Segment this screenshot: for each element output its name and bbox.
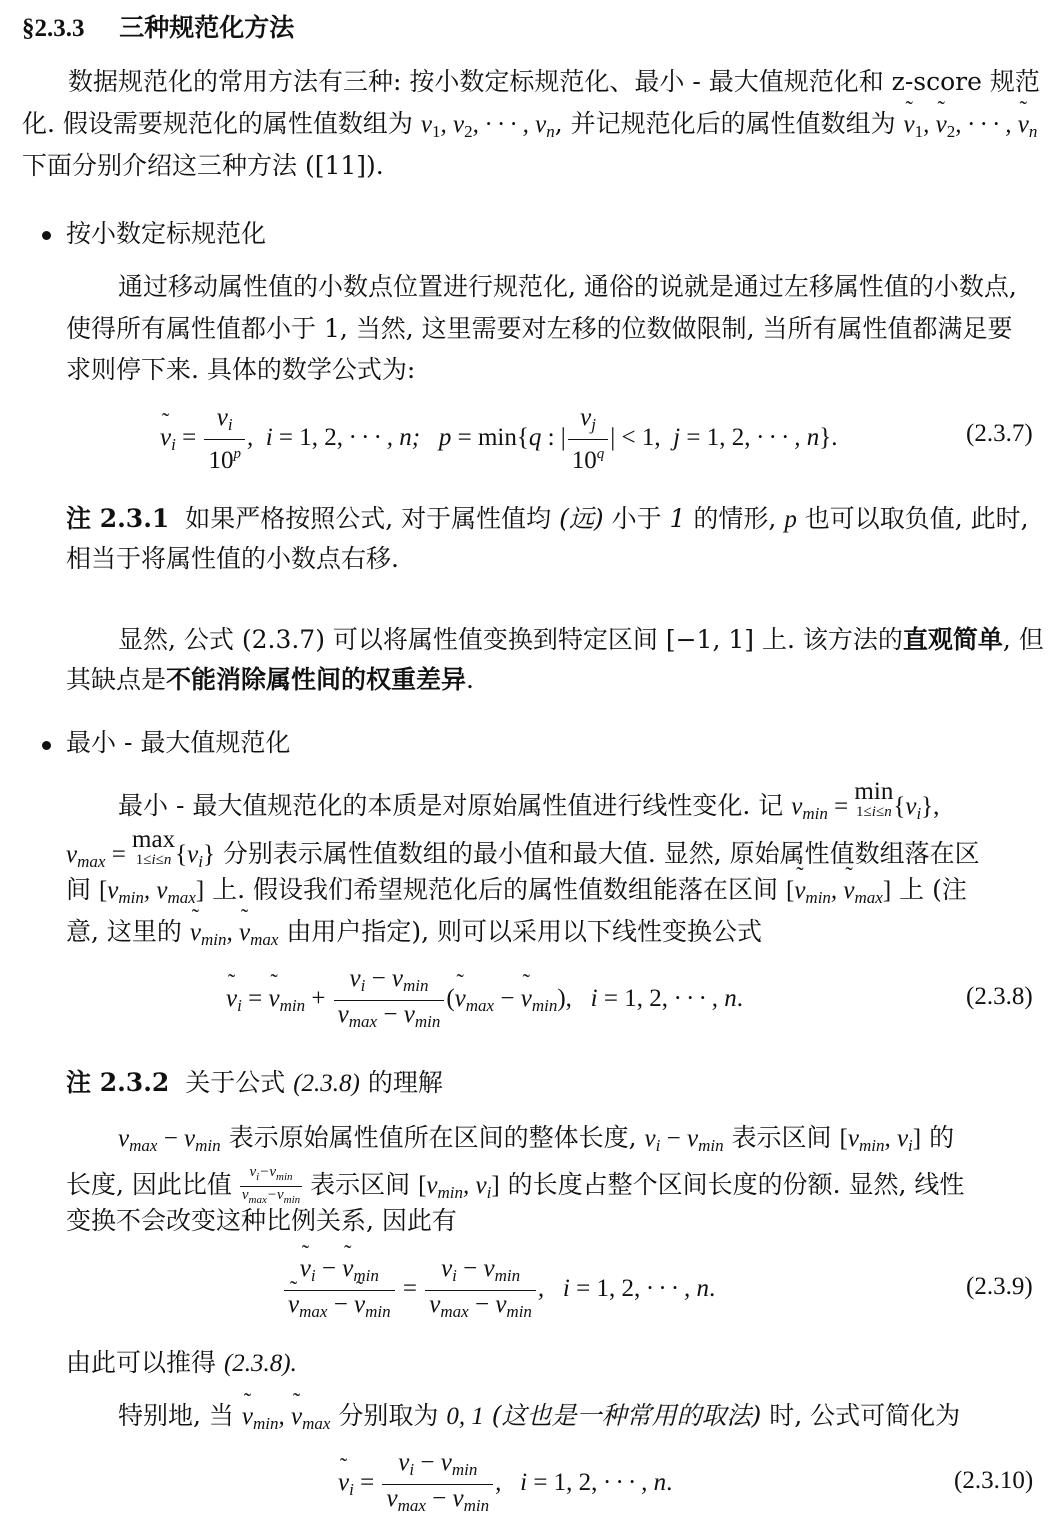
note-label: 注 2.3.2 (66, 1068, 170, 1097)
note-2-3-1-line-1 (66, 503, 1029, 536)
formula-interval-v: [$v_{min}$, $v_{max}$] (98, 877, 205, 907)
formula-vmin-def: $v_{min}$ = min 1≤i≤n $\{v_i\}$, (791, 778, 940, 823)
note2-text-g: 由此可以推得 (66, 1348, 217, 1377)
note2-text-a: 表示原始属性值所在区间的整体长度, (228, 1123, 637, 1152)
note-2-3-1-line-2: 相当于将属性值的小数点右移. (66, 544, 399, 573)
note1-text-e: 的情形, (693, 504, 777, 533)
intro-line-3: 下面分别介绍这三种方法 ([11]). (22, 151, 384, 180)
note-2-3-2-special (118, 1400, 960, 1440)
equation-2-3-7: ˜ $v_i$ = $\frac{v_i}{10^p}$ , i = 1, 2, · · · , n; p = min{q : | $\frac{v_j}{10^q}$ | < 1, j = 1, 2, · · · , n}. (160, 404, 837, 475)
note2-text-j: 分别取为 (338, 1401, 439, 1430)
section-title: 三种规范化方法 (119, 13, 295, 42)
note1-text-a: 如果严格按照公式, 对于属性值均 (185, 504, 552, 533)
formula-vtilde-array: ˜ $v_1$, ˜ $v_2$, · · · , ˜ $v_n$ (904, 111, 1038, 138)
remark-text-c: 其缺点是 (66, 665, 167, 694)
note1-text-b: (远) (559, 504, 604, 533)
note1-text-d: 1 (669, 504, 686, 533)
remark-line-1 (118, 624, 1044, 656)
equation-number-2-3-8: (2.3.8) (966, 983, 1033, 1010)
equation-2-3-10: ˜ $v_i$ = $\frac{v_i - v_{min}}{v_{max} - v_{min}}$ , i = 1, 2, · · · , n. (338, 1449, 672, 1520)
formula-vtilde-minmax: ˜ $v_{min}$, ˜ $v_{max}$ (242, 1403, 331, 1430)
formula-vtilde-minmax: ˜ $v_{min}$, ˜ $v_{max}$ (190, 919, 279, 946)
formula-vmax-minus-vmin: $v_{max} - v_{min}$ (118, 1125, 221, 1155)
equation-number-2-3-10: (2.3.10) (954, 1467, 1034, 1494)
equation-number-2-3-7: (2.3.7) (966, 420, 1033, 447)
remark-text-b: , 但 (1002, 625, 1044, 654)
formula-interval-vmin-vi: [$v_{min}$, $v_i$] (839, 1125, 922, 1155)
note1-text-c: 小于 (611, 504, 662, 533)
bullet2-para-line-4 (66, 916, 762, 956)
note2-text-h: (2.3.8). (223, 1350, 297, 1377)
note2-text-d: 长度, 因此比值 (66, 1170, 232, 1199)
intro-line-2 (22, 108, 1037, 148)
remark-line-2 (66, 664, 474, 696)
note2-text-i: 特别地, 当 (118, 1401, 234, 1430)
bullet2-text-b: 分别表示属性值数组的最小值和最大值. 显然, 原始属性值数组落在区 (222, 839, 980, 868)
bullet1-para-line-1: 通过移动属性值的小数点位置进行规范化, 通俗的说就是通过左移属性值的小数点, (118, 272, 1017, 301)
bullet1-para-line-2: 使得所有属性值都小于 1, 当然, 这里需要对左移的位数做限制, 当所有属性值都满足要 (66, 314, 1013, 343)
note2-title-c: 的理解 (367, 1068, 443, 1097)
note2-text-f: 的长度占整个区间长度的份额. 显然, 线性 (507, 1170, 965, 1199)
note2-title-b: (2.3.8) (293, 1070, 360, 1097)
section-heading (22, 12, 294, 45)
note2-text-l: (这也是一种常用的取法) (491, 1401, 762, 1430)
note-2-3-2-derive (66, 1347, 297, 1380)
intro-text-b: , 并记规范化后的属性值数组为 (554, 109, 896, 138)
section-number: §2.3.3 (22, 15, 85, 42)
formula-ratio-small: $v_i-v_{min}$ $v_{max}-v_{min}$ (241, 1164, 301, 1206)
note-2-3-2-title (66, 1067, 443, 1100)
intro-line-1: 数据规范化的常用方法有三种: 按小数定标规范化、最小 - 最大值规范化和 z-score 规范 (68, 67, 1040, 96)
note2-text-c: 的 (929, 1123, 955, 1152)
bullet2-text-d: 上. 假设我们希望规范化后的属性值数组能落在区间 (212, 875, 779, 904)
note2-text-k: 0, 1 (446, 1403, 484, 1430)
equation-2-3-8: ˜ $v_i$ = ˜ $v_{min}$ + $\frac{v_i - v_{min}}{v_{max} - v_{min}}$ (˜ $v_{max}$ − ˜ $v_{min}$), i = 1, 2, · · · , n. (226, 965, 743, 1036)
bullet1-title: 按小数定标规范化 (66, 219, 267, 248)
note2-text-e: 表示区间 (310, 1170, 411, 1199)
bullet2-text-g: 由用户指定), 则可以采用以下线性变换公式 (286, 917, 763, 946)
bullet2-text-c: 间 (66, 875, 92, 904)
intro-text-a: 化. 假设需要规范化的属性值数组为 (22, 109, 413, 138)
note-2-3-2-line-2 (66, 1164, 964, 1209)
bullet2-text-a: 最小 - 最大值规范化的本质是对原始属性值进行线性变化. 记 (118, 791, 784, 820)
bullet2-para-line-3 (66, 874, 967, 914)
bullet2-text-f: 意, 这里的 (66, 917, 182, 946)
note1-text-g: 也可以取负值, 此时, (804, 504, 1029, 533)
note-2-3-2-line-3: 变换不会改变这种比例关系, 因此有 (66, 1206, 457, 1235)
note1-var-p: p (784, 506, 797, 533)
note-label: 注 2.3.1 (66, 504, 170, 533)
bullet1-para-line-3: 求则停下来. 具体的数学公式为: (66, 355, 416, 384)
note2-text-m: 时, 公式可简化为 (769, 1401, 961, 1430)
bullet-dot (42, 231, 51, 240)
equation-number-2-3-9: (2.3.9) (966, 1273, 1033, 1300)
note-2-3-2-line-1 (118, 1122, 954, 1162)
formula-interval-vtilde: [˜ $v_{min}$, ˜ $v_{max}$] (786, 877, 891, 904)
formula-interval-vmin-vi: [$v_{min}$, $v_i$] (418, 1172, 500, 1202)
remark-text-d: . (466, 665, 474, 694)
bullet2-para-line-1 (118, 780, 939, 830)
remark-text-a: 显然, 公式 (2.3.7) 可以将属性值变换到特定区间 [−1, 1] 上. 该方法的 (118, 625, 903, 654)
remark-bold-a: 直观简单 (902, 625, 1003, 654)
equation-2-3-9: ˜ $v_i$ − ˜ $v_{min}$ ˜ $v_{max}$ − ˜ $v_{min}$ = $\frac{v_i - v_{min}}{v_{max} - v_{min}}$ , i = 1, 2, · · · , n. (282, 1255, 715, 1326)
remark-bold-b: 不能消除属性间的权重差异 (166, 665, 467, 694)
formula-vmax-def: $v_{max}$ = max 1≤i≤n $\{v_i\}$ (66, 826, 215, 871)
note2-text-b: 表示区间 (731, 1123, 832, 1152)
formula-v-array: $v_1$, $v_2$, · · · , $v_n$ (420, 111, 555, 141)
bullet2-title: 最小 - 最大值规范化 (66, 728, 291, 757)
bullet-dot (42, 741, 51, 750)
note2-title-a: 关于公式 (185, 1068, 286, 1097)
formula-vi-minus-vmin: $v_i - v_{min}$ (644, 1125, 724, 1155)
bullet2-text-e: 上 (注 (899, 875, 967, 904)
